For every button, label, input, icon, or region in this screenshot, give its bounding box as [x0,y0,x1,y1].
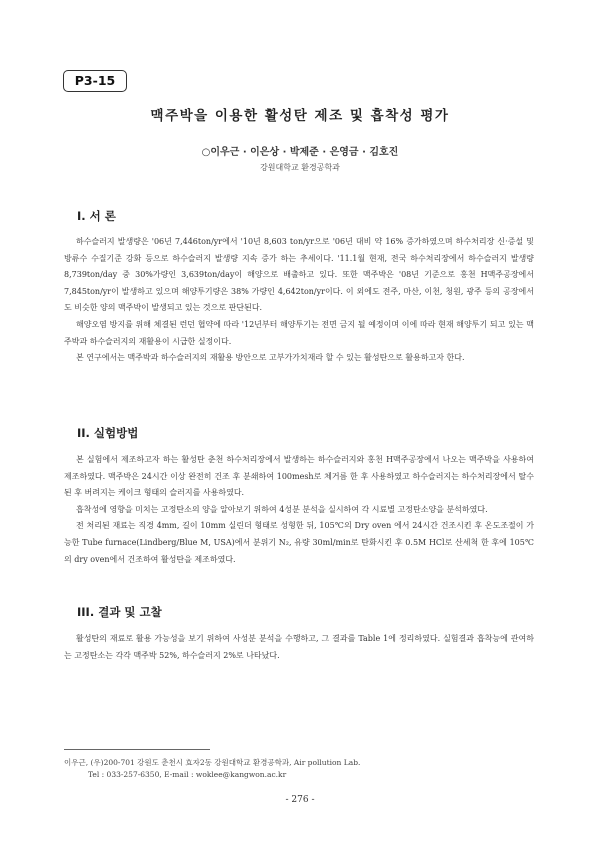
section-heading-results: III. 결과 및 고찰 [77,605,162,619]
paragraph: 본 연구에서는 맥주박과 하수슬러지의 재활용 방안으로 고부가가치재라 할 수 있는 활성탄으로 활용하고자 한다. [76,353,465,363]
paragraph: 전 처리된 재료는 직경 4mm, 길이 10mm 실린더 형태로 성형한 뒤, 105℃의 Dry oven 에서 24시간 건조시킨 후 온도조절이 가능한 Tube furnace(Lindberg/Blue M, USA)에서 분위기 N₂, 유량 30ml/min로 탄화시킨 후 0.5M HCl로 산세척 한 후에 105℃의 dry oven에서 건조하여 활성탄을 제조하였다. [64,521,534,564]
footnote-address: 이우근, (우)200-701 강원도 춘천시 효자2동 강원대학교 환경공학과, Air pollution Lab. [64,758,361,767]
page-number: - 276 - [285,795,315,805]
author-list: ○이우근 · 이은상 · 박제준 · 은영금 · 김호진 [201,147,399,158]
abstract-code-badge: P3-15 [63,70,127,92]
affiliation: 강원대학교 환경공학과 [260,163,340,172]
footnote-contact: Tel : 033-257-6350, E-mail : woklee@kangwon.ac.kr [88,770,287,779]
section-body-methods [64,452,534,568]
paragraph: 흡착성에 영향을 미치는 고정탄소의 양을 알아보기 위하여 4성분 분석을 실시하여 각 시료별 고정탄소양을 분석하였다. [76,504,488,514]
paper-title: 맥주박을 이용한 활성탄 제조 및 흡착성 평가 [150,108,450,124]
section-body-results [64,631,534,664]
paragraph: 하수슬러지 발생량은 '06년 7,446ton/yr에서 '10년 8,603 ton/yr으로 '06년 대비 약 16% 증가하였으며 하수처리장 신·증설 및 방류수 수질기준 강화 등으로 하수슬러지 발생량 지속 증가 하는 추세이다. '11.1월 현재, 전국 하수처리장에서 하수슬러지 발생량 8,739ton/day 중 30%가량인 3,639ton/day이 해양으로 배출하고 있다. 또한 맥주박은 '08년 기준으로 홍천 H맥주공장에서 7,845ton/yr이 발생하고 있으며 해양투기량은 38% 가량인 4,642ton/yr이다. 이 외에도 전주, 마산, 이천, 청원, 광주 등의 공장에서도 비슷한 양의 맥주박이 발생되고 있는 것으로 판단된다. [64,237,534,313]
paragraph: 활성탄의 재료로 활용 가능성을 보기 위하여 사성분 분석을 수행하고, 그 결과를 Table 1에 정리하였다. 실험결과 흡착능에 관여하는 고정탄소는 각각 맥주박 52%, 하수슬러지 2%로 나타났다. [64,634,534,660]
section-body-introduction [64,234,534,367]
paragraph: 해양오염 방지를 위해 체결된 런던 협약에 따라 '12년부터 해양투기는 전면 금지 될 예정이며 이에 따라 현재 해양투기 되고 있는 맥주박과 하수슬러지의 재활용이 시급한 실정이다. [64,319,534,346]
section-heading-methods: II. 실험방법 [77,426,139,440]
section-heading-introduction: I. 서 론 [77,209,116,223]
footnote-divider [64,749,210,750]
paragraph: 본 실험에서 제조하고자 하는 활성탄 춘천 하수처리장에서 발생하는 하수슬러지와 홍천 H맥주공장에서 나오는 맥주박을 사용하여 제조하였다. 맥주박은 24시간 이상 완전히 건조 후 분쇄하여 100mesh로 체거름 한 후 사용하였고 하수슬러지는 하수처리장에서 탈수된 후 버려지는 케이크 형태의 슬러지를 사용하였다. [64,455,534,498]
